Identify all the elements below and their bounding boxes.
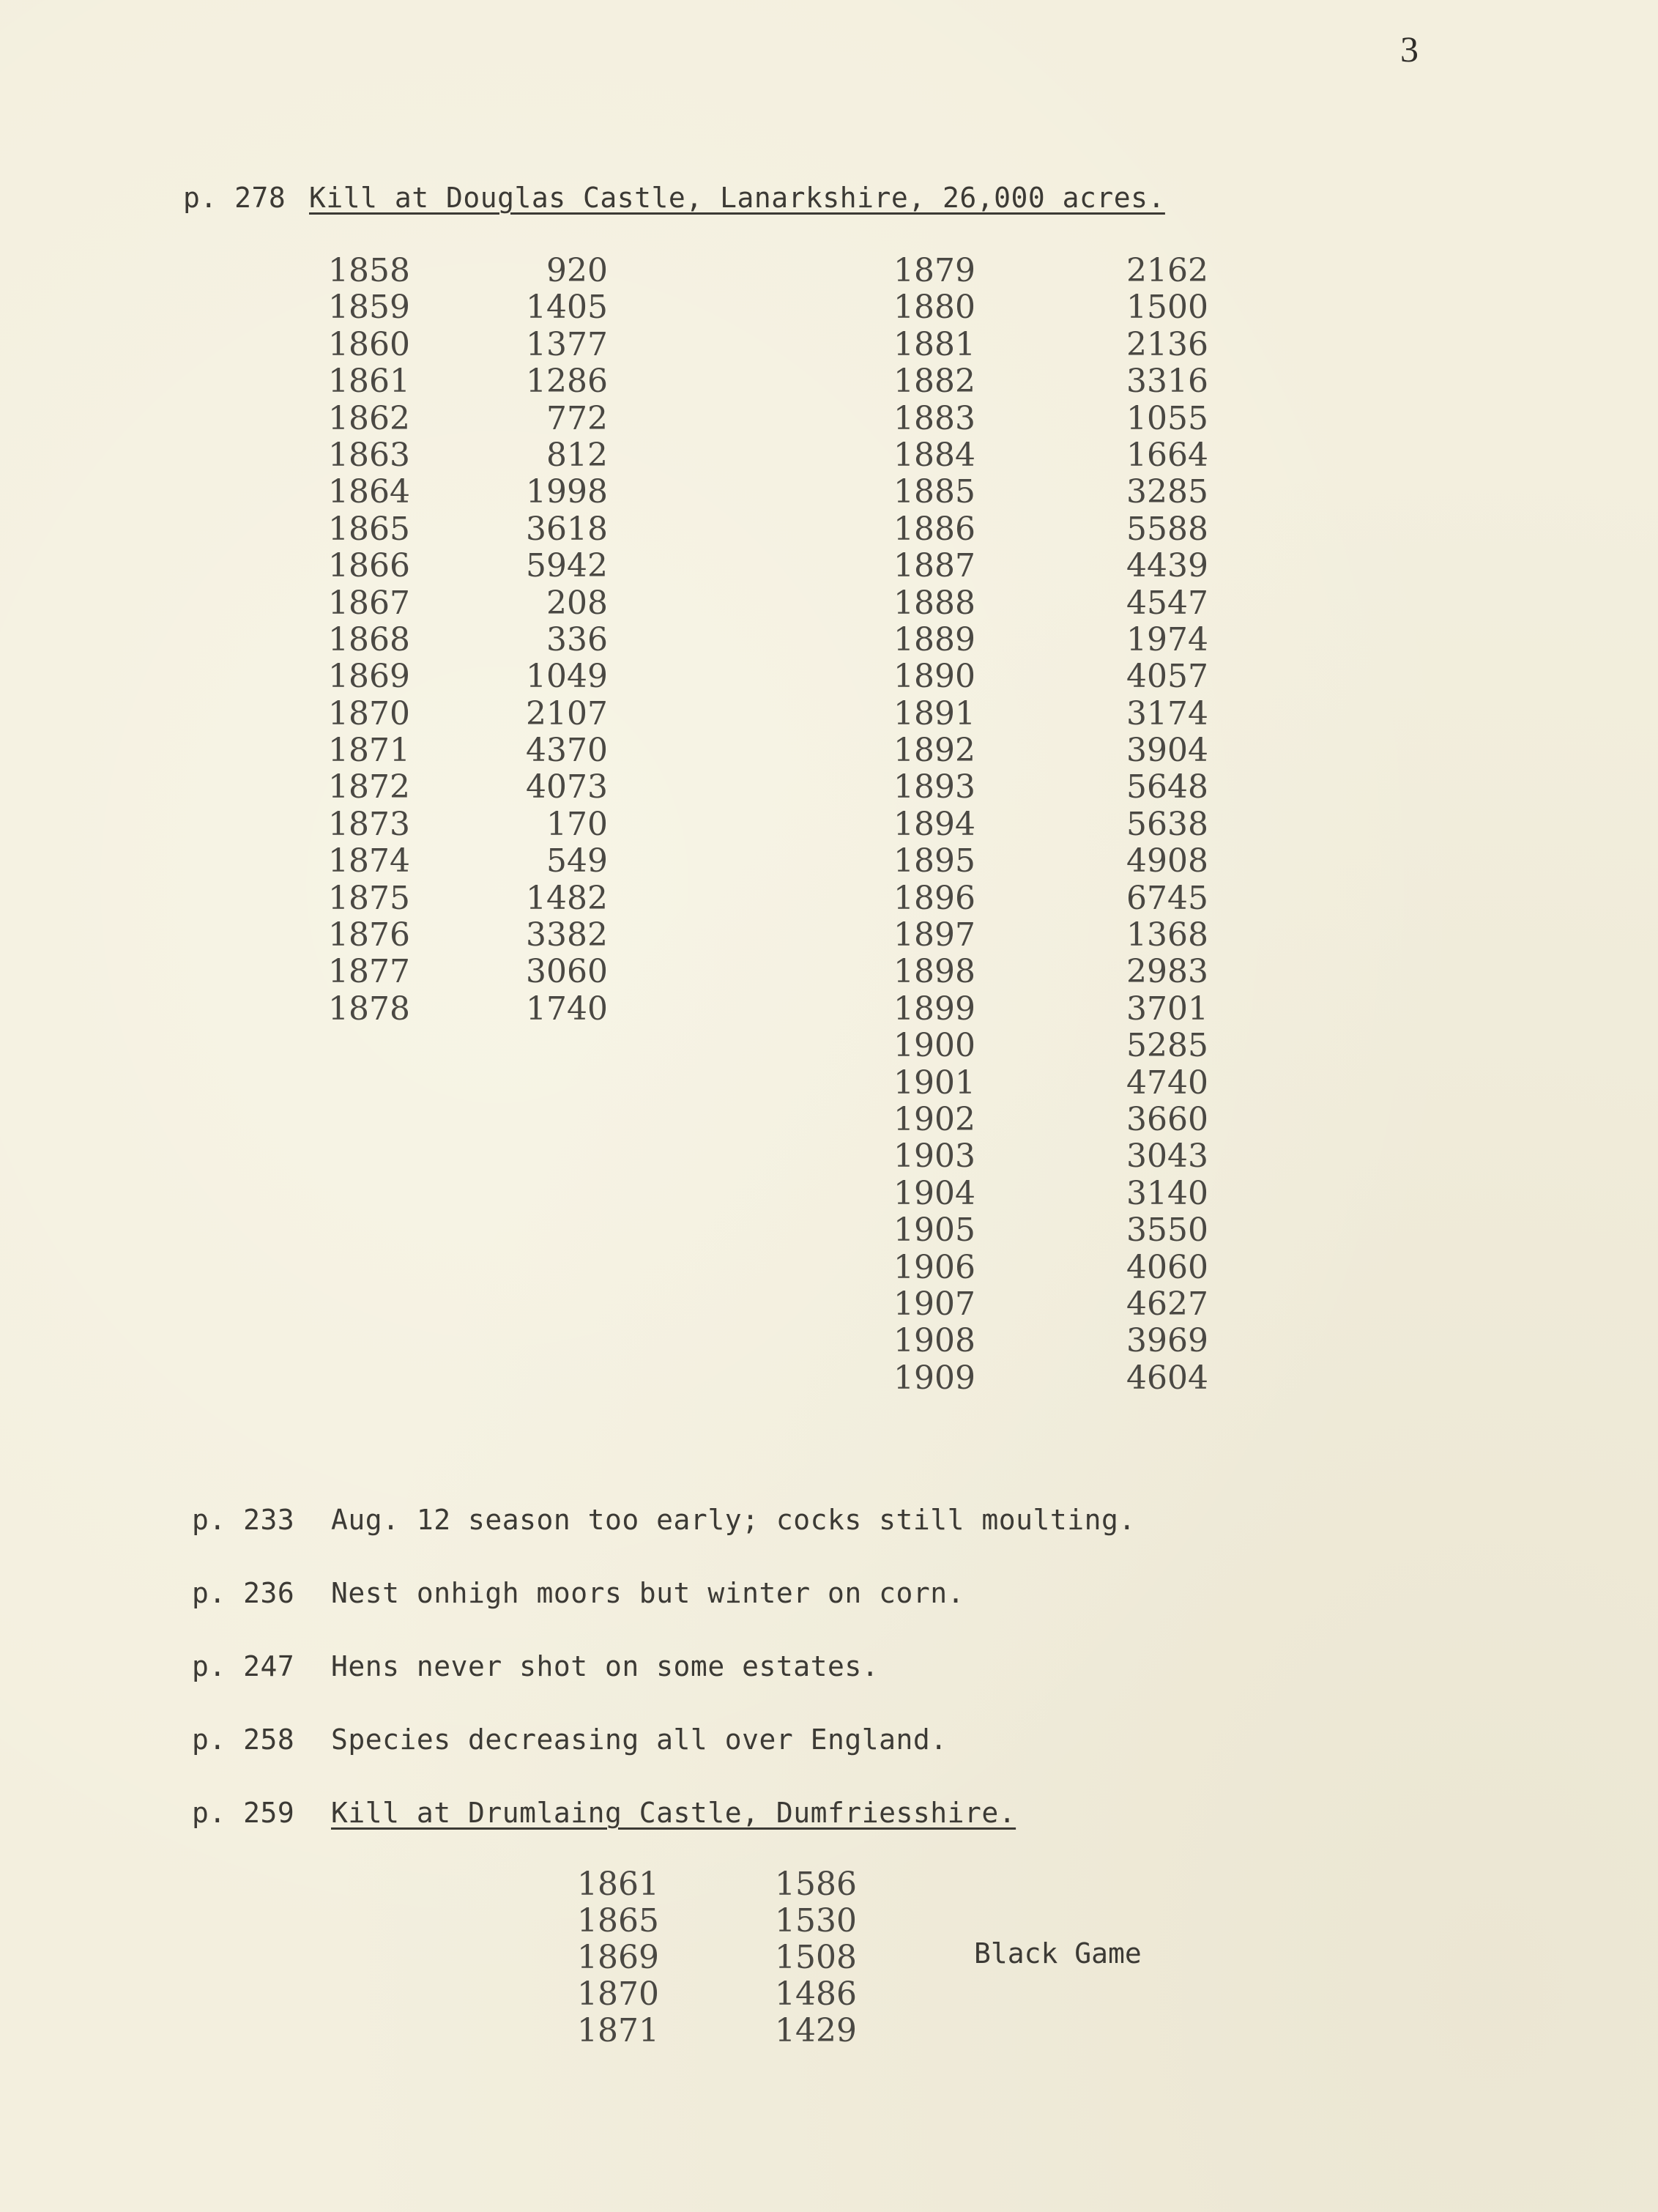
value-cell: 1405 — [526, 289, 608, 327]
year-cell: 1890 — [893, 658, 975, 696]
year-cell: 1901 — [893, 1064, 975, 1102]
year-cell: 1893 — [893, 768, 975, 806]
douglas-left-values — [513, 253, 608, 1028]
year-cell: 1904 — [893, 1174, 975, 1212]
value-cell: 4057 — [1126, 658, 1208, 696]
douglas-header — [183, 182, 1165, 214]
value-cell: 1055 — [1126, 399, 1208, 437]
value-cell: 4060 — [1126, 1248, 1208, 1286]
year-cell: 1871 — [577, 2012, 659, 2049]
value-cell: 1377 — [526, 325, 608, 363]
value-cell: 5285 — [1126, 1027, 1208, 1065]
year-cell: 1870 — [328, 694, 410, 732]
value-cell: 4627 — [1126, 1285, 1208, 1323]
value-cell: 3660 — [1126, 1100, 1208, 1138]
douglas-right-values — [1113, 253, 1208, 1397]
drumlanrig-header — [192, 1797, 1016, 1829]
value-cell: 4740 — [1126, 1064, 1208, 1102]
value-cell: 3550 — [1126, 1211, 1208, 1250]
year-cell: 1867 — [328, 584, 410, 622]
value-cell: 1586 — [775, 1866, 857, 1903]
value-cell: 3618 — [526, 510, 608, 548]
note-line — [192, 1723, 948, 1756]
value-cell: 5588 — [1126, 510, 1208, 548]
page-number: 3 — [1400, 29, 1419, 70]
value-cell: 3060 — [526, 953, 608, 991]
value-cell: 3285 — [1126, 473, 1208, 511]
value-cell: 208 — [546, 584, 608, 622]
value-cell: 336 — [546, 620, 608, 658]
value-cell: 3382 — [526, 916, 608, 954]
year-cell: 1861 — [328, 363, 410, 401]
year-cell: 1906 — [893, 1248, 975, 1286]
year-cell: 1887 — [893, 547, 975, 585]
note-page-ref: p. 258 — [192, 1723, 295, 1756]
note-text: Species decreasing all over England. — [331, 1723, 948, 1756]
value-cell: 3174 — [1126, 694, 1208, 732]
year-cell: 1875 — [328, 879, 410, 917]
value-cell: 1429 — [775, 2012, 857, 2049]
value-cell: 3701 — [1126, 990, 1208, 1028]
douglas-title: Kill at Douglas Castle, Lanarkshire, 26,000 acres. — [309, 182, 1165, 214]
year-cell: 1895 — [893, 842, 975, 880]
note-text: Aug. 12 season too early; cocks still moulting. — [331, 1504, 1136, 1536]
drumlanrig-title: Kill at Drumlaing Castle, Dumfriesshire. — [331, 1797, 1016, 1829]
year-cell: 1896 — [893, 879, 975, 917]
year-cell: 1869 — [577, 1939, 659, 1976]
year-cell: 1903 — [893, 1137, 975, 1176]
value-cell: 5942 — [526, 547, 608, 585]
value-cell: 920 — [546, 252, 608, 289]
year-cell: 1862 — [328, 399, 410, 437]
note-line — [192, 1577, 964, 1609]
year-cell: 1870 — [577, 1975, 659, 2013]
year-cell: 1865 — [577, 1902, 659, 1940]
year-cell: 1898 — [893, 953, 975, 991]
value-cell: 1286 — [526, 363, 608, 401]
year-cell: 1858 — [328, 252, 410, 289]
value-cell: 2983 — [1126, 953, 1208, 991]
year-cell: 1886 — [893, 510, 975, 548]
value-cell: 5648 — [1126, 768, 1208, 806]
year-cell: 1902 — [893, 1100, 975, 1138]
year-cell: 1873 — [328, 805, 410, 843]
year-cell: 1874 — [328, 842, 410, 880]
year-cell: 1882 — [893, 363, 975, 401]
douglas-page-ref: p. 278 — [183, 182, 286, 214]
year-cell: 1907 — [893, 1285, 975, 1323]
year-cell: 1864 — [328, 473, 410, 511]
year-cell: 1861 — [577, 1866, 659, 1903]
value-cell: 3043 — [1126, 1137, 1208, 1176]
drumlanrig-years — [577, 1866, 659, 2049]
douglas-right-years — [893, 253, 975, 1397]
value-cell: 772 — [546, 399, 608, 437]
note-text: Nest onhigh moors but winter on corn. — [331, 1577, 964, 1609]
value-cell: 4547 — [1126, 584, 1208, 622]
year-cell: 1871 — [328, 732, 410, 770]
year-cell: 1899 — [893, 990, 975, 1028]
year-cell: 1894 — [893, 805, 975, 843]
year-cell: 1880 — [893, 289, 975, 327]
value-cell: 1530 — [775, 1902, 857, 1940]
note-page-ref: p. 233 — [192, 1504, 295, 1536]
year-cell: 1897 — [893, 916, 975, 954]
note-page-ref: p. 247 — [192, 1650, 295, 1682]
black-game-label: Black Game — [974, 1937, 1142, 1970]
value-cell: 3969 — [1126, 1322, 1208, 1360]
note-line — [192, 1650, 879, 1682]
value-cell: 812 — [546, 436, 608, 474]
value-cell: 2136 — [1126, 325, 1208, 363]
value-cell: 6745 — [1126, 879, 1208, 917]
year-cell: 1881 — [893, 325, 975, 363]
year-cell: 1878 — [328, 990, 410, 1028]
value-cell: 4908 — [1126, 842, 1208, 880]
value-cell: 1998 — [526, 473, 608, 511]
year-cell: 1859 — [328, 289, 410, 327]
value-cell: 549 — [546, 842, 608, 880]
note-page-ref: p. 236 — [192, 1577, 295, 1609]
year-cell: 1860 — [328, 325, 410, 363]
value-cell: 4604 — [1126, 1359, 1208, 1397]
value-cell: 3904 — [1126, 732, 1208, 770]
year-cell: 1905 — [893, 1211, 975, 1250]
note-text: Hens never shot on some estates. — [331, 1650, 880, 1682]
value-cell: 5638 — [1126, 805, 1208, 843]
year-cell: 1866 — [328, 547, 410, 585]
year-cell: 1889 — [893, 620, 975, 658]
year-cell: 1868 — [328, 620, 410, 658]
value-cell: 170 — [546, 805, 608, 843]
year-cell: 1909 — [893, 1359, 975, 1397]
value-cell: 1049 — [526, 658, 608, 696]
year-cell: 1891 — [893, 694, 975, 732]
value-cell: 1368 — [1126, 916, 1208, 954]
year-cell: 1900 — [893, 1027, 975, 1065]
value-cell: 2107 — [526, 694, 608, 732]
value-cell: 1486 — [775, 1975, 857, 2013]
year-cell: 1883 — [893, 399, 975, 437]
year-cell: 1885 — [893, 473, 975, 511]
year-cell: 1892 — [893, 732, 975, 770]
year-cell: 1872 — [328, 768, 410, 806]
value-cell: 1740 — [526, 990, 608, 1028]
year-cell: 1884 — [893, 436, 975, 474]
value-cell: 1500 — [1126, 289, 1208, 327]
value-cell: 1974 — [1126, 620, 1208, 658]
note-line — [192, 1504, 1136, 1536]
value-cell: 4439 — [1126, 547, 1208, 585]
value-cell: 4370 — [526, 732, 608, 770]
year-cell: 1877 — [328, 953, 410, 991]
drumlanrig-values — [775, 1866, 857, 2049]
year-cell: 1865 — [328, 510, 410, 548]
year-cell: 1863 — [328, 436, 410, 474]
year-cell: 1879 — [893, 252, 975, 289]
year-cell: 1869 — [328, 658, 410, 696]
year-cell: 1876 — [328, 916, 410, 954]
value-cell: 3316 — [1126, 363, 1208, 401]
value-cell: 2162 — [1126, 252, 1208, 289]
year-cell: 1888 — [893, 584, 975, 622]
douglas-left-years — [328, 253, 410, 1028]
drumlanrig-page-ref: p. 259 — [192, 1797, 295, 1829]
value-cell: 1508 — [775, 1939, 857, 1976]
value-cell: 1664 — [1126, 436, 1208, 474]
year-cell: 1908 — [893, 1322, 975, 1360]
value-cell: 1482 — [526, 879, 608, 917]
value-cell: 4073 — [526, 768, 608, 806]
value-cell: 3140 — [1126, 1174, 1208, 1212]
